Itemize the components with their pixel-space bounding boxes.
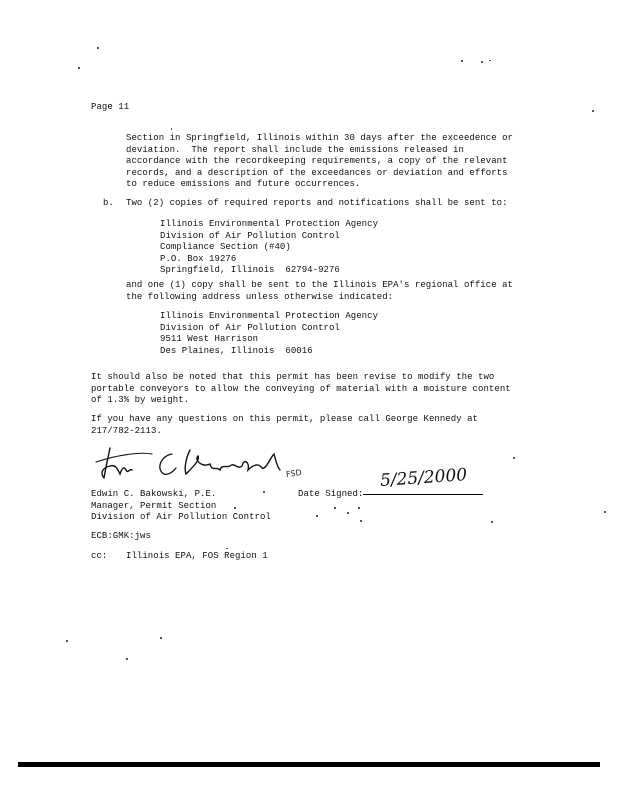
paragraph-line: and one (1) copy shall be sent to the Illinois EPA's regional office at xyxy=(126,280,514,290)
paragraph-line: portable conveyors to allow the conveying of material with a moisture content xyxy=(91,383,511,394)
address-line: Illinois Environmental Protection Agency xyxy=(160,311,379,321)
scan-speck xyxy=(461,60,463,62)
scan-speck xyxy=(360,520,362,522)
cc-value: Illinois EPA, FOS Region 1 xyxy=(126,551,268,561)
paragraph-line: 217/782-2113. xyxy=(91,425,162,436)
scan-speck xyxy=(592,110,594,112)
scan-speck xyxy=(234,507,236,509)
paragraph-line: records, and a description of the exceedances or deviation and efforts xyxy=(126,167,508,178)
signer-title: Manager, Permit Section xyxy=(91,500,217,511)
paragraph-line: accordance with the recordkeeping requirements, a copy of the relevant xyxy=(126,156,508,166)
page-number: Page 11 xyxy=(91,102,130,112)
address-line: Division of Air Pollution Control xyxy=(160,322,340,333)
item-b-text: Two (2) copies of required reports and notifications shall be sent to: xyxy=(126,198,508,208)
address-line: Compliance Section (#40) xyxy=(160,242,291,252)
signer-division: Division of Air Pollution Control xyxy=(91,512,271,522)
scan-speck xyxy=(358,507,360,509)
reference-initials: ECB:GMK:jws xyxy=(91,531,151,541)
scan-speck xyxy=(489,60,491,61)
paragraph-line: to reduce emissions and future occurrences. xyxy=(126,179,361,189)
paragraph-line: deviation. The report shall include the emissions released in xyxy=(126,144,464,155)
scan-speck xyxy=(171,128,172,130)
scan-speck xyxy=(160,637,162,639)
date-signed-label: Date Signed: xyxy=(298,489,364,499)
scan-speck xyxy=(334,507,336,509)
handwritten-signature xyxy=(90,440,330,490)
address-line: Springfield, Illinois 62794-9276 xyxy=(160,265,340,275)
paragraph-line: It should also be noted that this permit has been revise to modify the two xyxy=(91,372,495,382)
paragraph-line: If you have any questions on this permit, please call George Kennedy at xyxy=(91,414,479,424)
scan-speck xyxy=(347,512,349,514)
signer-name: Edwin C. Bakowski, P.E. xyxy=(91,489,217,499)
scan-speck xyxy=(66,640,68,642)
scan-speck xyxy=(97,47,99,49)
scan-speck xyxy=(513,457,515,459)
signature-initials: FSD xyxy=(285,467,303,480)
paragraph-line: the following address unless otherwise indicated: xyxy=(126,291,394,302)
bottom-scan-bar xyxy=(18,762,600,767)
address-line: Des Plaines, Illinois 60016 xyxy=(160,345,313,356)
address-line: Division of Air Pollution Control xyxy=(160,230,340,241)
scan-speck xyxy=(226,548,228,549)
cc-label: cc: xyxy=(91,551,108,561)
address-line: 9511 West Harrison xyxy=(160,334,259,344)
address-line: Illinois Environmental Protection Agency xyxy=(160,219,379,229)
date-signed-line xyxy=(363,494,483,495)
paragraph-line: of 1.3% by weight. xyxy=(91,395,190,405)
scan-speck xyxy=(126,658,128,660)
paragraph-line: Section in Springfield, Illinois within 30 days after the exceedence or xyxy=(126,133,514,143)
item-b-marker: b. xyxy=(103,198,114,208)
scan-speck xyxy=(604,511,606,513)
scan-speck xyxy=(316,515,318,517)
scan-speck xyxy=(263,491,265,493)
scan-speck xyxy=(491,521,493,523)
scan-speck xyxy=(78,67,80,69)
address-line: P.O. Box 19276 xyxy=(160,253,237,264)
scan-speck xyxy=(481,61,483,63)
date-handwritten: 5/25/2000 xyxy=(379,464,468,492)
